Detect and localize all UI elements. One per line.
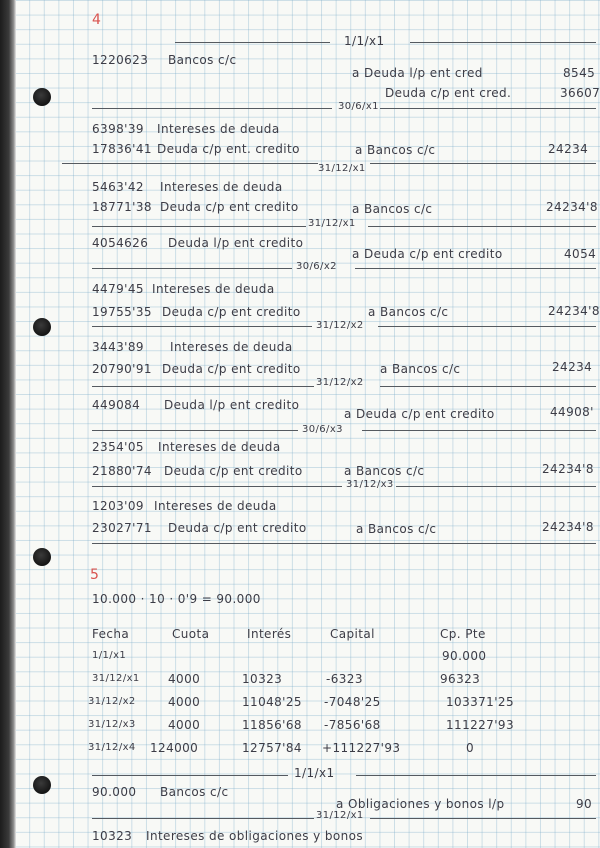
table-cell-cuota: 4000 xyxy=(168,718,201,732)
entry-separator xyxy=(92,486,342,487)
entry-date: 31/12/x3 xyxy=(346,479,394,490)
credit-account: Deuda c/p ent cred. xyxy=(385,86,512,100)
debit-amount: 4054626 xyxy=(92,236,149,250)
entry-separator xyxy=(92,775,288,776)
table-header-cp-pte: Cp. Pte xyxy=(440,627,486,641)
entry-date: 31/12/x2 xyxy=(316,320,364,331)
entry-separator xyxy=(62,163,318,164)
debit-account: Deuda c/p ent credito xyxy=(168,521,307,535)
credit-amount: 24234 xyxy=(552,360,593,374)
entry-date: 31/12/x1 xyxy=(318,163,366,174)
interest-amount: 3443'89 xyxy=(92,340,144,354)
table-cell-capital: -7856'68 xyxy=(324,718,381,732)
table-header-fecha: Fecha xyxy=(92,627,130,641)
entry-separator xyxy=(378,326,596,327)
credit-account: a Bancos c/c xyxy=(352,202,433,216)
credit-account: a Bancos c/c xyxy=(355,143,436,157)
interest-account: Intereses de deuda xyxy=(152,282,275,296)
credit-amount: 24234'8 xyxy=(542,462,594,476)
entry-separator xyxy=(175,42,330,43)
exercise-number: 5 xyxy=(90,567,100,583)
interest-amount: 5463'42 xyxy=(92,180,144,194)
entry-date: 31/12/x2 xyxy=(316,377,364,388)
table-cell-balance: 103371'25 xyxy=(446,695,514,709)
punch-hole xyxy=(33,776,51,794)
table-cell-interes: 11048'25 xyxy=(242,695,302,709)
entry-separator xyxy=(370,818,596,819)
debit-amount: 449084 xyxy=(92,398,141,412)
table-cell-balance: 96323 xyxy=(440,672,481,686)
credit-account: a Bancos c/c xyxy=(344,464,425,478)
entry-separator xyxy=(355,268,596,269)
debit-amount: 18771'38 xyxy=(92,200,152,214)
credit-account: a Bancos c/c xyxy=(368,305,449,319)
debit-amount: 10323 xyxy=(92,829,133,843)
table-header-interes: Interés xyxy=(247,627,292,641)
interest-account: Intereses de deuda xyxy=(154,499,277,513)
table-cell-interes: 12757'84 xyxy=(242,741,302,755)
entry-separator xyxy=(92,430,298,431)
credit-amount: 36607 xyxy=(560,86,600,100)
table-cell-cuota: 4000 xyxy=(168,695,201,709)
table-header-cuota: Cuota xyxy=(172,627,210,641)
entry-date: 30/6/x1 xyxy=(338,101,379,112)
credit-amount: 8545 xyxy=(563,66,596,80)
punch-hole xyxy=(33,88,51,106)
entry-separator xyxy=(380,386,596,387)
table-cell-balance: 0 xyxy=(466,741,475,755)
entry-date: 1/1/x1 xyxy=(344,34,385,48)
punch-hole xyxy=(33,548,51,566)
entry-separator xyxy=(362,430,596,431)
debit-account: Deuda c/p ent credito xyxy=(162,362,301,376)
credit-amount: 24234'8 xyxy=(546,200,598,214)
credit-amount: 24234 xyxy=(548,142,589,156)
debit-amount: 90.000 xyxy=(92,785,137,799)
table-cell-date: 1/1/x1 xyxy=(92,650,127,661)
entry-date: 30/6/x3 xyxy=(302,424,343,435)
entry-separator xyxy=(380,108,596,109)
debit-amount: 19755'35 xyxy=(92,305,152,319)
debit-amount: 21880'74 xyxy=(92,464,152,478)
credit-amount: 4054 xyxy=(564,247,597,261)
entry-date: 1/1/x1 xyxy=(294,766,335,780)
table-cell-balance: 90.000 xyxy=(442,649,487,663)
interest-amount: 6398'39 xyxy=(92,122,144,136)
credit-account: a Bancos c/c xyxy=(356,522,437,536)
table-cell-cuota: 124000 xyxy=(150,741,199,755)
debit-account: Deuda c/p ent credito xyxy=(162,305,301,319)
entry-separator xyxy=(92,108,332,109)
table-cell-balance: 111227'93 xyxy=(446,718,514,732)
table-cell-date: 31/12/x2 xyxy=(88,696,136,707)
table-cell-capital: +111227'93 xyxy=(322,741,401,755)
debit-account: Deuda c/p ent credito xyxy=(160,200,299,214)
debit-account: Deuda c/p ent. credito xyxy=(157,142,300,156)
credit-amount: 90 xyxy=(576,797,593,811)
debit-account: Bancos c/c xyxy=(168,53,237,67)
interest-amount: 2354'05 xyxy=(92,440,144,454)
entry-date: 30/6/x2 xyxy=(296,261,337,272)
debit-amount: 1220623 xyxy=(92,53,149,67)
credit-account: a Obligaciones y bonos l/p xyxy=(336,797,505,811)
interest-amount: 1203'09 xyxy=(92,499,144,513)
interest-account: Intereses de deuda xyxy=(160,180,283,194)
debit-account: Deuda l/p ent credito xyxy=(168,236,304,250)
table-cell-capital: -6323 xyxy=(326,672,363,686)
entry-separator xyxy=(92,386,314,387)
table-cell-date: 31/12/x4 xyxy=(88,742,136,753)
entry-separator xyxy=(370,163,596,164)
table-cell-interes: 10323 xyxy=(242,672,283,686)
interest-account: Intereses de deuda xyxy=(158,440,281,454)
credit-amount: 24234'8 xyxy=(542,520,594,534)
credit-amount: 44908' xyxy=(550,405,594,419)
credit-account: a Bancos c/c xyxy=(380,362,461,376)
interest-amount: 4479'45 xyxy=(92,282,144,296)
binder-edge xyxy=(0,0,16,848)
entry-separator xyxy=(92,268,292,269)
table-header-capital: Capital xyxy=(330,627,375,641)
table-cell-capital: -7048'25 xyxy=(324,695,381,709)
entry-separator xyxy=(410,42,596,43)
credit-account: a Deuda l/p ent cred xyxy=(352,66,483,80)
debit-amount: 17836'41 xyxy=(92,142,152,156)
entry-separator xyxy=(92,326,312,327)
debit-account: Bancos c/c xyxy=(160,785,229,799)
debit-account: Deuda c/p ent credito xyxy=(164,464,303,478)
debit-amount: 20790'91 xyxy=(92,362,152,376)
table-cell-cuota: 4000 xyxy=(168,672,201,686)
entry-separator xyxy=(92,818,314,819)
table-cell-interes: 11856'68 xyxy=(242,718,302,732)
debit-amount: 23027'71 xyxy=(92,521,152,535)
exercise-number: 4 xyxy=(92,12,102,28)
debit-account: Deuda l/p ent credito xyxy=(164,398,300,412)
debit-account: Intereses de obligaciones y bonos xyxy=(146,829,364,843)
entry-separator xyxy=(92,226,306,227)
credit-account: a Deuda c/p ent credito xyxy=(344,407,495,421)
table-cell-date: 31/12/x1 xyxy=(92,673,140,684)
entry-date: 31/12/x1 xyxy=(316,810,364,821)
entry-separator xyxy=(92,543,596,544)
interest-account: Intereses de deuda xyxy=(170,340,293,354)
entry-separator xyxy=(396,486,596,487)
table-cell-date: 31/12/x3 xyxy=(88,719,136,730)
formula: 10.000 · 10 · 0'9 = 90.000 xyxy=(92,592,261,606)
entry-separator xyxy=(368,226,596,227)
interest-account: Intereses de deuda xyxy=(157,122,280,136)
entry-separator xyxy=(356,775,596,776)
punch-hole xyxy=(33,318,51,336)
credit-account: a Deuda c/p ent credito xyxy=(352,247,503,261)
entry-date: 31/12/x1 xyxy=(308,218,356,229)
credit-amount: 24234'8 xyxy=(548,304,600,318)
